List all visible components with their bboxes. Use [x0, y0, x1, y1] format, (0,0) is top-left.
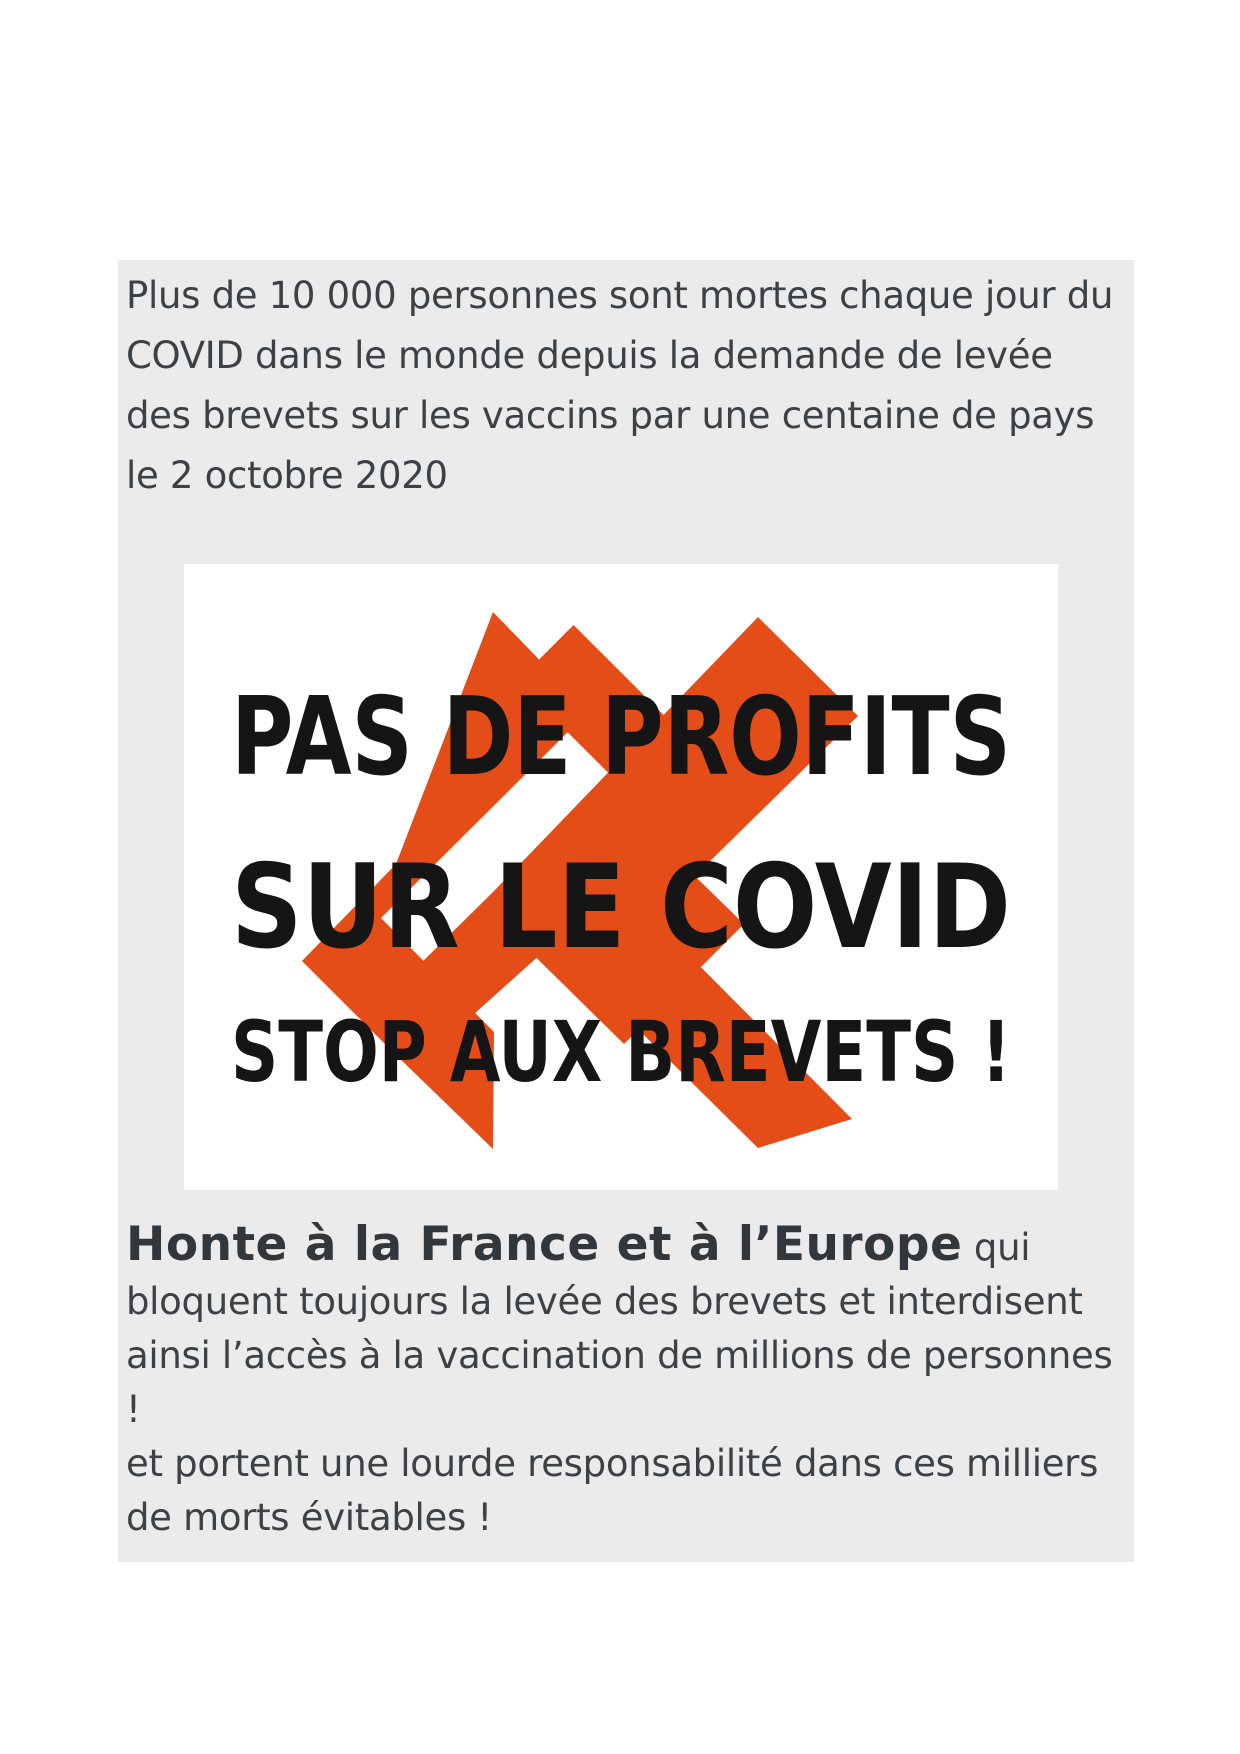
- closing-lead-word: qui: [973, 1226, 1031, 1269]
- closing-line-2: ainsi l’accès à la vaccination de millions de personnes !: [126, 1334, 1113, 1431]
- closing-line-4: de morts évitables !: [126, 1496, 492, 1539]
- poster-image: [184, 564, 1058, 1190]
- intro-paragraph: Plus de 10 000 personnes sont mortes chaque jour du COVID dans le monde depuis la demande de levée des brevets sur les vaccins par une centaine de pays le 2 octobre 2020: [126, 274, 1114, 497]
- poster-line-2: SUR LE COVID: [231, 840, 1011, 975]
- poster-line-1: PAS DE PROFITS: [231, 675, 1011, 800]
- closing-headline: Honte à la France et à l’Europe: [126, 1217, 963, 1272]
- content-panel: [118, 260, 1134, 1562]
- closing-line-1: bloquent toujours la levée des brevets et interdisent: [126, 1280, 1083, 1323]
- poster-graphic: [184, 564, 1058, 1190]
- closing-line-3: et portent une lourde responsabilité dans ces milliers: [126, 1442, 1099, 1485]
- closing-paragraph: [126, 1218, 1126, 1545]
- poster-line-3: STOP AUX BREVETS !: [231, 1003, 1011, 1101]
